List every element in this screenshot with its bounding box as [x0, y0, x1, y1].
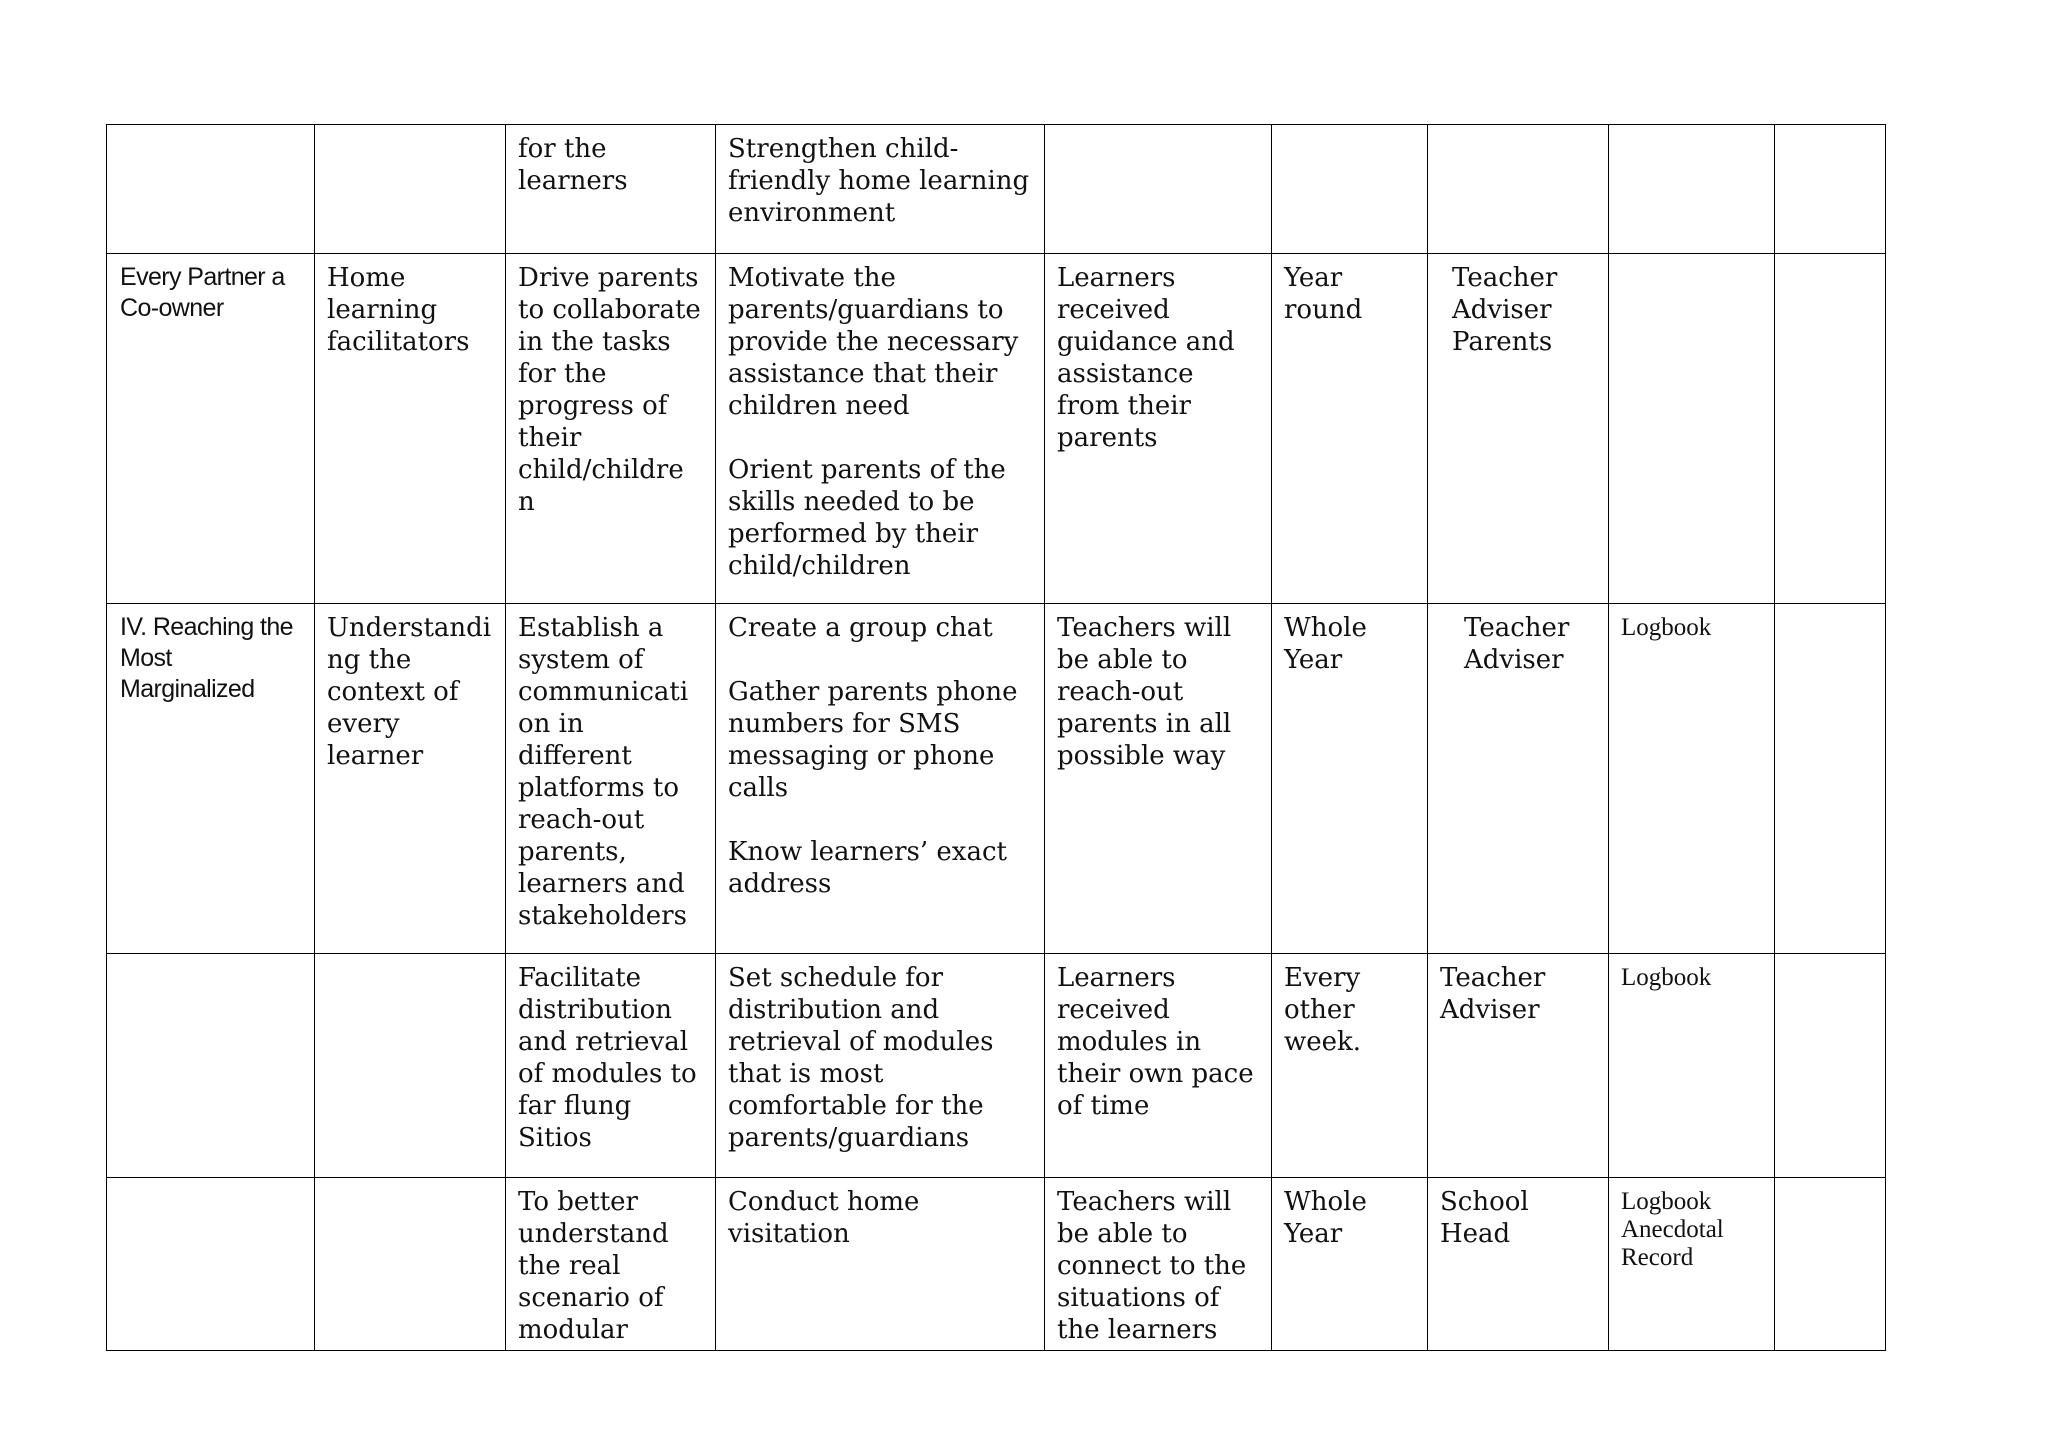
- objective-cell: Establish a system of communicati on in different platforms to reach-out parents, learners and stakeholders: [506, 604, 716, 954]
- remarks-cell: [1775, 954, 1886, 1178]
- program-cell: [315, 1178, 506, 1351]
- table-row: [107, 125, 1886, 254]
- success-indicator-cell: [1045, 125, 1272, 254]
- program-cell: [315, 125, 506, 254]
- persons-involved-cell: Teacher Adviser: [1428, 954, 1609, 1178]
- strategies-cell: Create a group chat Gather parents phone numbers for SMS messaging or phone calls Know learners’ exact address: [716, 604, 1045, 954]
- table-row: [107, 604, 1886, 954]
- program-cell: Home learning facilitators: [315, 254, 506, 604]
- mov-cell: [1609, 254, 1775, 604]
- objective-cell: for the learners: [506, 125, 716, 254]
- success-indicator-cell: Teachers will be able to connect to the situations of the learners: [1045, 1178, 1272, 1351]
- mov-cell: Logbook Anecdotal Record: [1609, 1178, 1775, 1351]
- time-frame-cell: Every other week.: [1272, 954, 1428, 1178]
- table-row: [107, 254, 1886, 604]
- area-cell: IV. Reaching the Most Marginalized: [107, 604, 315, 954]
- action-plan-table: [106, 124, 1886, 1351]
- time-frame-cell: [1272, 125, 1428, 254]
- strategies-cell: Strengthen child- friendly home learning environment: [716, 125, 1045, 254]
- objective-cell: Facilitate distribution and retrieval of modules to far flung Sitios: [506, 954, 716, 1178]
- objective-cell: To better understand the real scenario of modular: [506, 1178, 716, 1351]
- mov-cell: Logbook: [1609, 604, 1775, 954]
- time-frame-cell: Year round: [1272, 254, 1428, 604]
- objective-cell: Drive parents to collaborate in the tasks for the progress of their child/childre n: [506, 254, 716, 604]
- program-cell: [315, 954, 506, 1178]
- persons-involved-cell: Teacher Adviser Parents: [1428, 254, 1609, 604]
- mov-cell: Logbook: [1609, 954, 1775, 1178]
- remarks-cell: [1775, 604, 1886, 954]
- strategies-cell: Conduct home visitation: [716, 1178, 1045, 1351]
- area-cell: Every Partner a Co-owner: [107, 254, 315, 604]
- strategies-cell: Motivate the parents/guardians to provide the necessary assistance that their children need Orient parents of the skills needed to be performed by their child/children: [716, 254, 1045, 604]
- remarks-cell: [1775, 254, 1886, 604]
- success-indicator-cell: Teachers will be able to reach-out parents in all possible way: [1045, 604, 1272, 954]
- persons-involved-cell: School Head: [1428, 1178, 1609, 1351]
- persons-involved-cell: [1428, 125, 1609, 254]
- time-frame-cell: Whole Year: [1272, 604, 1428, 954]
- mov-cell: [1609, 125, 1775, 254]
- time-frame-cell: Whole Year: [1272, 1178, 1428, 1351]
- area-cell: [107, 1178, 315, 1351]
- area-cell: [107, 125, 315, 254]
- program-cell: Understandi ng the context of every learner: [315, 604, 506, 954]
- persons-involved-cell: Teacher Adviser: [1428, 604, 1609, 954]
- success-indicator-cell: Learners received guidance and assistance from their parents: [1045, 254, 1272, 604]
- table-row: [107, 1178, 1886, 1351]
- area-cell: [107, 954, 315, 1178]
- remarks-cell: [1775, 125, 1886, 254]
- success-indicator-cell: Learners received modules in their own pace of time: [1045, 954, 1272, 1178]
- strategies-cell: Set schedule for distribution and retrieval of modules that is most comfortable for the parents/guardians: [716, 954, 1045, 1178]
- remarks-cell: [1775, 1178, 1886, 1351]
- table-row: [107, 954, 1886, 1178]
